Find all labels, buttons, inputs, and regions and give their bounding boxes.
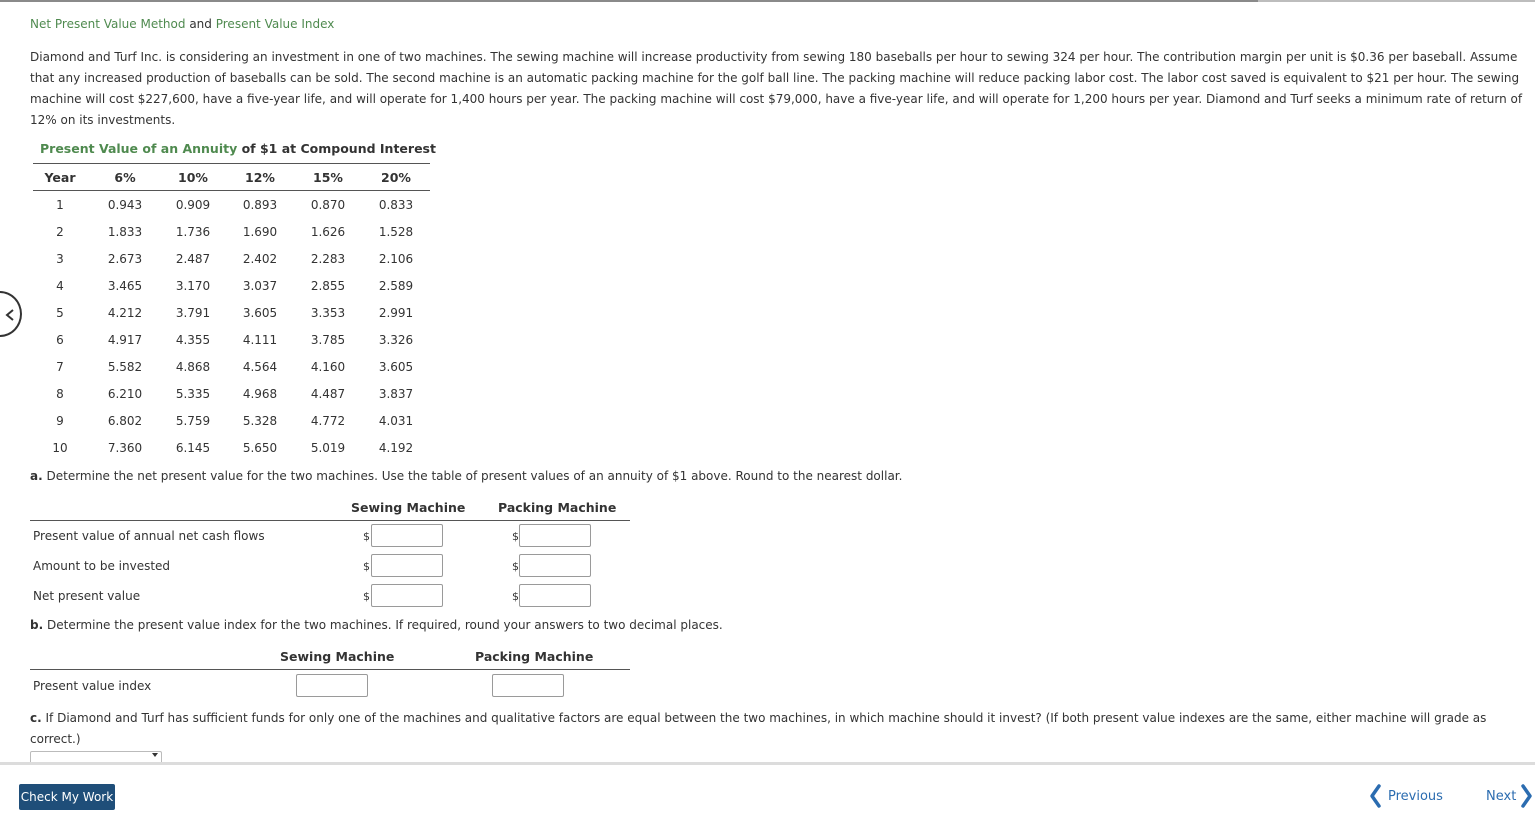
pv-table-value-cell: 0.870 (310, 198, 346, 212)
pv-table-value-cell: 1.833 (107, 225, 143, 239)
pv-table-caption-rest: of $1 at Compound Interest (241, 141, 436, 156)
pv-table-value-cell: 3.837 (378, 387, 414, 401)
pv-table-value-cell: 5.019 (310, 441, 346, 455)
pv-table-top-rule (33, 163, 430, 164)
pv-table-value-cell: 4.564 (242, 360, 278, 374)
pv-table-value-cell: 2.673 (107, 252, 143, 266)
pv-table-value-cell: 5.759 (175, 414, 211, 428)
pv-table-value-cell: 0.909 (175, 198, 211, 212)
pv-table-value-cell: 3.605 (242, 306, 278, 320)
pv-table-value-cell: 5.328 (242, 414, 278, 428)
pv-table-header-cell: 20% (381, 170, 411, 185)
part-c-text: If Diamond and Turf has sufficient funds for only one of the machines and qualitative factors are equal between the two machines, in which machine should it invest? (If both present value indexes are the same, either machine will grade as correct.) (30, 711, 1487, 746)
currency-symbol: $ (512, 530, 519, 543)
pv-table-value-cell: 3.605 (378, 360, 414, 374)
pv-table-header-cell: 6% (114, 170, 136, 185)
pv-table-year-cell: 7 (56, 360, 64, 374)
pv-table-value-cell: 4.160 (310, 360, 346, 374)
previous-link[interactable] (1368, 782, 1443, 810)
part-b-col-sewing: Sewing Machine (280, 649, 395, 664)
pv-table-value-cell: 5.650 (242, 441, 278, 455)
packing-amount-invested-input[interactable] (519, 554, 591, 577)
pv-table-value-cell: 1.528 (378, 225, 414, 239)
part-b-question (30, 618, 723, 632)
page-title (30, 17, 334, 31)
pv-table-value-cell: 4.031 (378, 414, 414, 428)
currency-symbol: $ (363, 560, 370, 573)
pv-table-header-rule (33, 190, 430, 191)
chevron-down-icon[interactable] (152, 753, 158, 757)
pv-table-value-cell: 5.582 (107, 360, 143, 374)
part-b-header-rule (30, 669, 630, 670)
part-a-col-sewing: Sewing Machine (351, 500, 466, 515)
pv-table-value-cell: 4.355 (175, 333, 211, 347)
next-label[interactable]: Next (1486, 788, 1517, 804)
pv-table-year-cell: 8 (56, 387, 64, 401)
pv-table-year-cell: 5 (56, 306, 64, 320)
pv-table-value-cell: 4.212 (107, 306, 143, 320)
previous-label[interactable]: Previous (1388, 788, 1443, 804)
pv-table-caption (40, 141, 436, 156)
pv-table-header-cell: Year (44, 170, 76, 185)
pv-table-value-cell: 0.943 (107, 198, 143, 212)
pv-table-value-cell: 6.210 (107, 387, 143, 401)
title-and: and (189, 17, 212, 31)
pv-table-value-cell: 5.335 (175, 387, 211, 401)
pv-table-value-cell: 4.917 (107, 333, 143, 347)
part-a-col-packing: Packing Machine (498, 500, 617, 515)
pv-table-value-cell: 1.626 (310, 225, 346, 239)
pv-table-value-cell: 0.833 (378, 198, 414, 212)
pv-table-value-cell: 4.192 (378, 441, 414, 455)
part-c-label: c. (30, 711, 42, 725)
part-b-row-label: Present value index (33, 679, 152, 693)
pv-table-value-cell: 1.736 (175, 225, 211, 239)
pv-table-value-cell: 4.868 (175, 360, 211, 374)
pv-table-value-cell: 3.353 (310, 306, 346, 320)
currency-symbol: $ (363, 590, 370, 603)
currency-symbol: $ (512, 560, 519, 573)
next-link[interactable] (1486, 782, 1534, 810)
pv-table-value-cell: 2.402 (242, 252, 278, 266)
part-c-question (30, 708, 1510, 750)
pv-table-value-cell: 3.037 (242, 279, 278, 293)
pv-table-year-cell: 10 (52, 441, 68, 455)
chevron-left-icon[interactable] (4, 309, 16, 321)
pv-table-value-cell: 2.283 (310, 252, 346, 266)
part-a-row-label-invested: Amount to be invested (33, 559, 171, 573)
part-b-label: b. (30, 618, 44, 632)
pv-table-year-cell: 2 (56, 225, 64, 239)
pv-table-value-cell: 0.893 (242, 198, 278, 212)
pv-table-value-cell: 6.802 (107, 414, 143, 428)
footer-divider (0, 762, 1535, 765)
part-a-header-rule (30, 520, 630, 521)
title-link-pvi[interactable]: Present Value Index (215, 17, 335, 31)
pv-table-value-cell: 3.791 (175, 306, 211, 320)
pv-table-header-cell: 15% (313, 170, 343, 185)
packing-npv-input[interactable] (519, 584, 591, 607)
part-a-row-label-npv: Net present value (33, 589, 141, 603)
pv-table-value-cell: 6.145 (175, 441, 211, 455)
pv-table-header-cell: 10% (178, 170, 208, 185)
part-b-col-packing: Packing Machine (475, 649, 594, 664)
sewing-pv-cash-flows-input[interactable] (371, 524, 443, 547)
pv-table-value-cell: 2.487 (175, 252, 211, 266)
pv-table-value-cell: 4.111 (242, 333, 278, 347)
chevron-left-icon[interactable] (1368, 783, 1382, 809)
packing-pv-cash-flows-input[interactable] (519, 524, 591, 547)
sewing-pv-index-input[interactable] (296, 674, 368, 697)
pv-table-value-cell: 3.170 (175, 279, 211, 293)
pv-table-year-cell: 4 (56, 279, 64, 293)
pv-table-year-cell: 3 (56, 252, 64, 266)
pv-table-value-cell: 2.106 (378, 252, 414, 266)
top-border-right (1258, 0, 1535, 2)
problem-statement: Diamond and Turf Inc. is considering an investment in one of two machines. The sewing machine will increase productivity from sewing 180 baseballs per hour to sewing 324 per hour. The contribution margin per unit is $0.36 per baseball. Assume that any increased production of baseballs can be sold. The second machine is an automatic packing machine for the golf ball line. The packing machine will reduce packing labor cost. The labor cost saved is equivalent to $21 per hour. The sewing machine will cost $227,600, have a five-year life, and will operate for 1,400 hours per year. The packing machine will cost $79,000, have a five-year life, and will operate for 1,200 hours per year. Diamond and Turf seeks a minimum rate of return of 12% on its investments. (30, 50, 1523, 127)
pv-table-value-cell: 4.772 (310, 414, 346, 428)
pv-table-value-cell: 3.326 (378, 333, 414, 347)
part-a-row-label-pv: Present value of annual net cash flows (33, 529, 265, 543)
currency-symbol: $ (512, 590, 519, 603)
pv-table-value-cell: 2.855 (310, 279, 346, 293)
pv-table-year-cell: 6 (56, 333, 64, 347)
pv-table-value-cell: 4.968 (242, 387, 278, 401)
pv-table-header-cell: 12% (245, 170, 275, 185)
pv-table-year-cell: 1 (56, 198, 64, 212)
part-b-text: Determine the present value index for the two machines. If required, round your answers to two decimal places. (46, 618, 723, 632)
pv-table-caption-link[interactable]: Present Value of an Annuity (40, 141, 238, 156)
chevron-right-icon[interactable] (1520, 783, 1534, 809)
pv-table-value-cell: 2.589 (378, 279, 414, 293)
pv-table-value-cell: 1.690 (242, 225, 278, 239)
packing-pv-index-input[interactable] (492, 674, 564, 697)
part-a-text: Determine the net present value for the two machines. Use the table of present values of an annuity of $1 above. Round to the nearest dollar. (46, 469, 903, 483)
pv-table-value-cell: 3.465 (107, 279, 143, 293)
sewing-npv-input[interactable] (371, 584, 443, 607)
pv-table-value-cell: 3.785 (310, 333, 346, 347)
part-a-question (30, 469, 902, 483)
pv-table-value-cell: 7.360 (107, 441, 143, 455)
currency-symbol: $ (363, 530, 370, 543)
pv-table-value-cell: 2.991 (378, 306, 414, 320)
sewing-amount-invested-input[interactable] (371, 554, 443, 577)
check-my-work-button[interactable]: Check My Work (19, 784, 115, 810)
part-a-label: a. (30, 469, 43, 483)
pv-table-value-cell: 4.487 (310, 387, 346, 401)
pv-table-year-cell: 9 (56, 414, 64, 428)
title-link-npv[interactable]: Net Present Value Method (30, 17, 186, 31)
